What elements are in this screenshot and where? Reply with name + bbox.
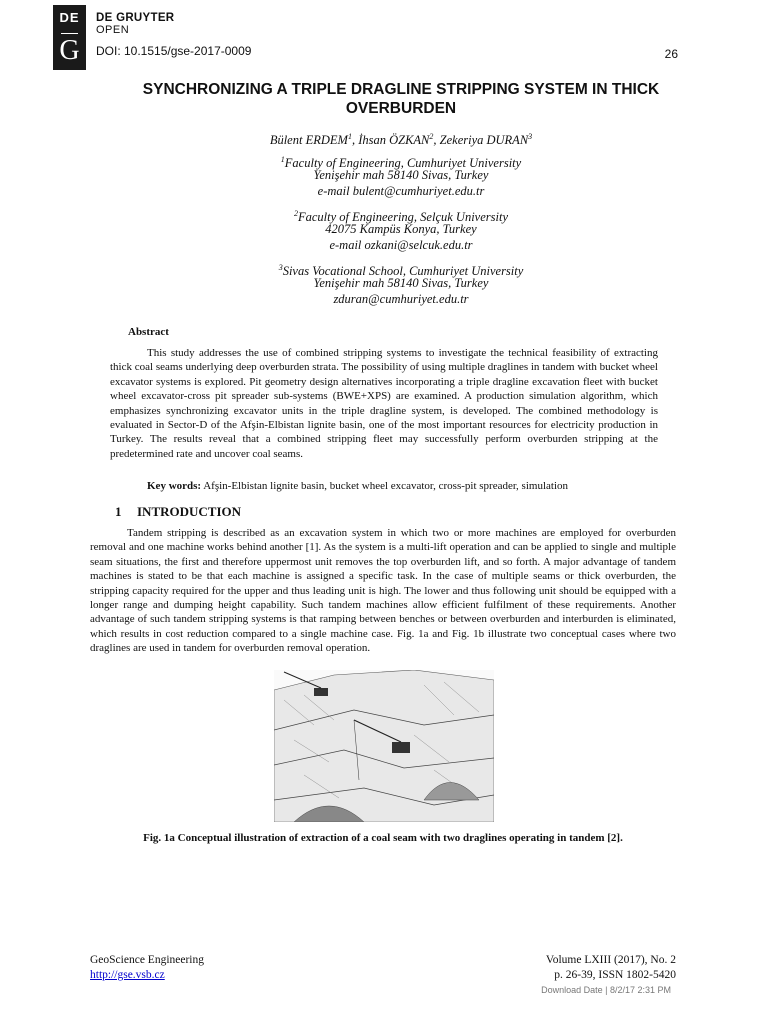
paper-title: SYNCHRONIZING A TRIPLE DRAGLINE STRIPPING SYSTEM IN THICK OVERBURDEN (142, 81, 660, 117)
author-list: Bülent ERDEM$^1$, İhsan ÖZKAN$^2$, Zekeriya DURAN$^3$ (269, 132, 533, 148)
author-name: Bülent ERDEM (269, 133, 348, 148)
affiliation-address: Yenişehir mah 58140 Sivas, Turkey (313, 276, 489, 290)
logo-divider (61, 33, 78, 34)
download-date: Download Date | 8/2/17 2:31 PM (541, 985, 671, 995)
page-number: 26 (664, 47, 678, 61)
keywords-label: Key words: (147, 480, 202, 492)
journal-name: GeoScience Engineering (90, 954, 204, 966)
publisher-name: DE GRUYTER (96, 12, 175, 24)
affiliation-email[interactable]: e-mail bulent@cumhuriyet.edu.tr (317, 184, 485, 198)
affiliation-address: 42075 Kampüs Konya, Turkey (325, 222, 477, 236)
author-name: Zekeriya DURAN (439, 133, 529, 148)
section-number: 1 (115, 504, 122, 519)
keywords-list: Afşin-Elbistan lignite basin, bucket wheel excavator, cross-pit spreader, simulation (203, 480, 569, 492)
affiliation-email[interactable]: zduran@cumhuriyet.edu.tr (333, 292, 469, 306)
figure-caption: Fig. 1a Conceptual illustration of extraction of a coal seam with two draglines operating in tandem [2]. (143, 832, 623, 844)
pages-issn: p. 26-39, ISSN 1802-5420 (554, 969, 676, 981)
abstract-body: This study addresses the use of combined stripping systems to investigate the technical feasibility of extracting thick coal seams underlying deep overburden strata. The possibility of using multiple draglines in tandem with bucket wheel excavator systems is explored. Pit geometry design alternatives incorporating a triple dragline excavation fleet with bucket wheel excavator-cross pit spreader sub-systems (BWE+XPS) are examined. A production simulation algorithm, which emphasizes synchronizing excavator units in the triple dragline system, is developed. The combined methodology is evaluated in Sector-D of the Afşin-Elbistan lignite basin, one of the most important resources for electricity production in Turkey. The results reveal that a combined stripping fleet may successfully perform overburden stripping at the predetermined rate and uncover coal seams. (110, 347, 658, 460)
abstract-heading: Abstract (128, 326, 169, 338)
affiliation-email[interactable]: e-mail ozkani@selcuk.edu.tr (329, 238, 473, 252)
author-affiliation-mark: 3 (528, 132, 533, 141)
affiliation-institution: $^3$Sivas Vocational School, Cumhuriyet University (278, 263, 524, 279)
doi: DOI: 10.1515/gse-2017-0009 (96, 44, 252, 58)
publisher-subtitle: OPEN (96, 24, 130, 36)
logo-top-text: DE (59, 10, 80, 25)
logo-bottom-text: G (59, 35, 80, 66)
publisher-logo (53, 5, 86, 70)
affiliation-institution: $^1$Faculty of Engineering, Cumhuriyet University (280, 155, 522, 171)
keywords (147, 480, 568, 492)
section-title: INTRODUCTION (137, 504, 242, 519)
author-affiliation-mark: 2 (429, 132, 434, 141)
affiliation-institution: $^2$Faculty of Engineering, Selçuk University (293, 209, 508, 225)
volume-info: Volume LXIII (2017), No. 2 (545, 954, 676, 966)
dragline-illustration (274, 670, 494, 822)
author-affiliation-mark: 1 (347, 132, 352, 141)
introduction-body: Tandem stripping is described as an excavation system in which two or more machines are employed for overburden removal and one machine works behind another [1]. As the system is a multi-lift operation and can be applied to single and multiple seam situations, the first and therefore uppermost unit removes the top overburden lift, and so forth. A major advantage of tandem machines is stated to be that each machine is assigned a specific task. In the case of multiple seams or thick overburden, the stripping capacity required for the upper and thus leading unit is high. The lower and thus following unit should be equipped with a longer range and dumping height capability. Such tandem machines allow efficient fulfilment of these requirements. Another advantage of such tandem stripping systems is that ramping between benches or between overburden and interburden is eliminated, which results in cost reduction compared to a single machine case. Fig. 1a and Fig. 1b illustrate two conceptual cases where two draglines are used in tandem for overburden removal operation. (90, 527, 676, 655)
journal-link[interactable]: http://gse.vsb.cz (90, 969, 165, 981)
affiliation-address: Yenişehir mah 58140 Sivas, Turkey (313, 168, 489, 182)
author-name: İhsan ÖZKAN (358, 133, 430, 148)
